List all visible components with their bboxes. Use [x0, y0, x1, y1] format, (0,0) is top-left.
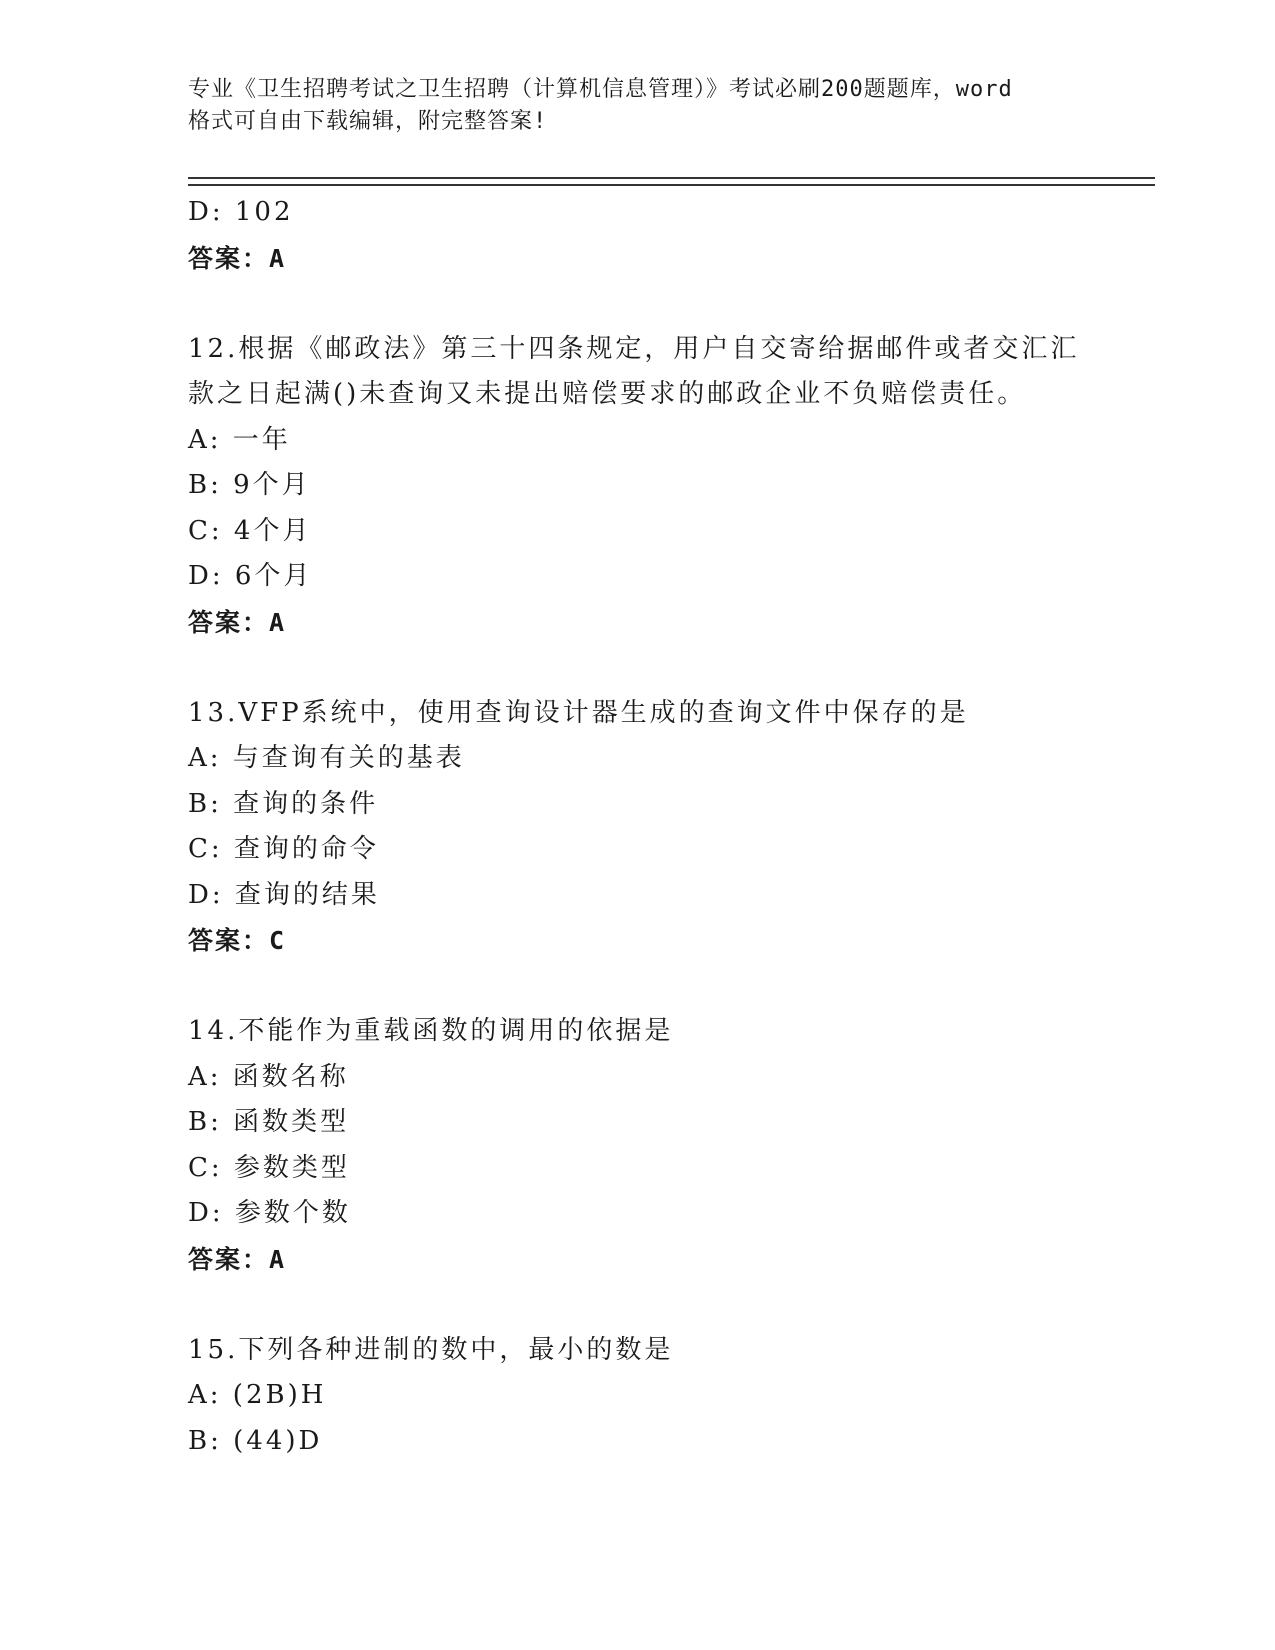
answer: 答案：A: [188, 1244, 287, 1274]
option-b: B: 查询的条件: [188, 788, 379, 819]
option-a: A: 函数名称: [188, 1061, 349, 1092]
question-stem: 15.下列各种进制的数中，最小的数是: [188, 1334, 674, 1365]
answer: 答案：C: [188, 926, 287, 955]
option-c: C: 查询的命令: [188, 834, 379, 864]
question-stem: 13.VFP系统中，使用查询设计器生成的查询文件中保存的是: [188, 697, 969, 728]
question-stem: 14.不能作为重载函数的调用的依据是: [188, 1016, 674, 1046]
option-d: D: 102: [188, 197, 294, 227]
question-12: [188, 327, 1148, 646]
option-b: B: (44)D: [188, 1425, 323, 1456]
option-a: A: (2B)H: [188, 1380, 327, 1410]
option-b: B: 函数类型: [188, 1107, 350, 1137]
option-c: C: 参数类型: [188, 1152, 350, 1183]
question-13: [188, 691, 1148, 964]
header-title-line-2: 格式可自由下载编辑，附完整答案!: [188, 109, 548, 134]
question-stem: 12.根据《邮政法》第三十四条规定，用户自交寄给据邮件或者交汇汇: [188, 333, 1080, 364]
spacer: [188, 645, 1148, 691]
option-a: A: 与查询有关的基表: [188, 743, 465, 773]
spacer: [188, 281, 1148, 327]
question-14: [188, 1009, 1148, 1282]
answer: 答案：A: [188, 243, 287, 273]
document-header: [188, 74, 1088, 138]
header-divider: [188, 177, 1155, 186]
option-b: B: 9个月: [188, 470, 311, 500]
document-body: [188, 190, 1148, 1464]
answer: 答案：A: [188, 607, 287, 637]
option-a: A: 一年: [188, 424, 291, 455]
question-fragment: [188, 190, 1148, 281]
question-15: [188, 1328, 1148, 1465]
option-d: D: 参数个数: [188, 1198, 351, 1228]
spacer: [188, 964, 1148, 1010]
header-title-line-1: 专业《卫生招聘考试之卫生招聘（计算机信息管理）》考试必刷200题题库，word: [188, 77, 1013, 102]
option-d: D: 6个月: [188, 561, 313, 591]
spacer: [188, 1282, 1148, 1328]
question-stem: 款之日起满()未查询又未提出赔偿要求的邮政企业不负赔偿责任。: [188, 379, 1027, 409]
option-d: D: 查询的结果: [188, 879, 380, 910]
option-c: C: 4个月: [188, 515, 312, 546]
